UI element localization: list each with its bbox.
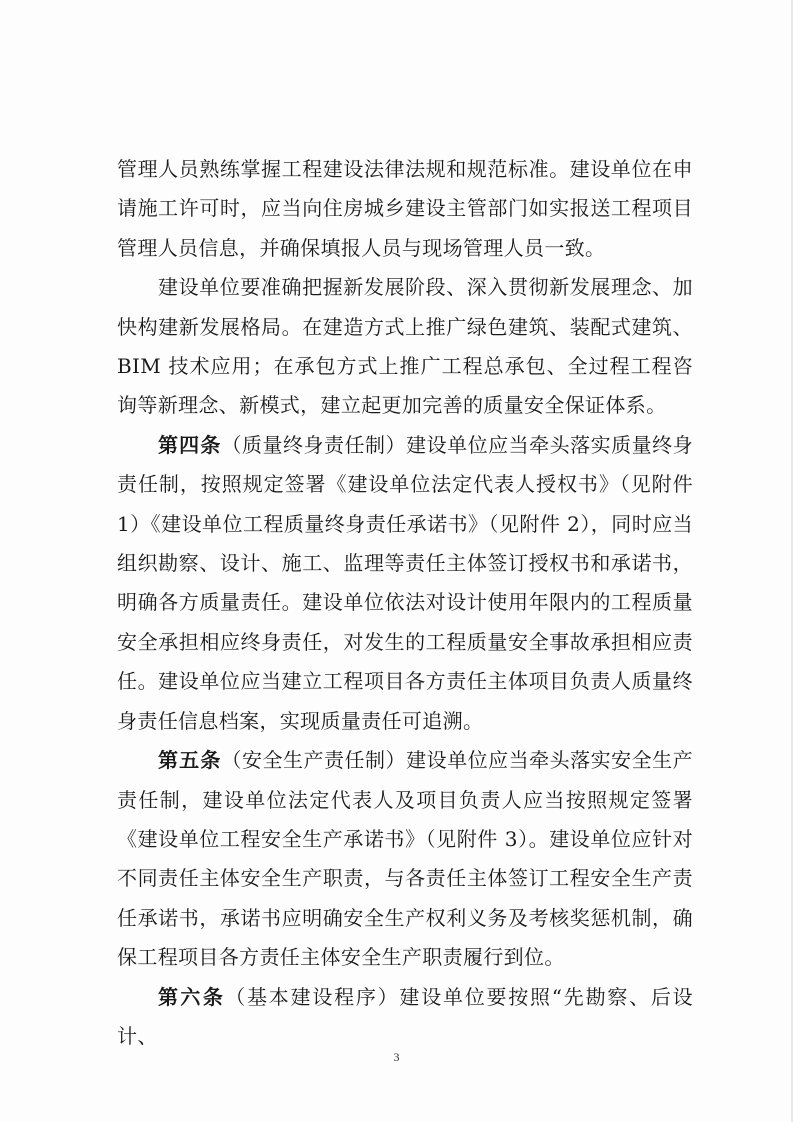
paragraph-construction-methods (117, 268, 693, 426)
article-6 (117, 978, 693, 1057)
page-number: 3 (393, 1050, 400, 1064)
article-5 (117, 741, 693, 977)
article-number: 第四条 (158, 432, 222, 457)
paragraph-text: 管理人员熟练掌握工程建设法律法规和规范标准。建设单位在申请施工许可时，应当向住房城乡建设主管部门如实报送工程项目管理人员信息，并确保填报人员与现场管理人员一致。 (117, 157, 693, 260)
paragraph-text: 建设单位要准确把握新发展阶段、深入贯彻新发展理念、加快构建新发展格局。在建造方式上推广绿色建筑、装配式建筑、BIM 技术应用；在承包方式上推广工程总承包、全过程工程咨询等新理念、新模式，建立起更加完善的质量安全保证体系。 (117, 275, 693, 418)
article-number: 第五条 (158, 748, 222, 773)
article-title: （质量终身责任制） (221, 432, 407, 457)
article-number: 第六条 (158, 984, 226, 1009)
article-text: 建设单位要按照“先勘察、后设计、 (117, 984, 693, 1048)
article-text: 建设单位应当牵头落实安全生产责任制，建设单位法定代表人及项目负责人应当按照规定签署《建设单位工程安全生产承诺书》（见附件 3）。建设单位应针对不同责任主体安全生产职责，与各责任主体签订工程安全生产责任承诺书，承诺书应明确安全生产权利义务及考核奖惩机制，确保工程项目各方责任主体安全生产职责履行到位。 (117, 748, 694, 970)
article-4 (117, 426, 693, 741)
document-body (117, 150, 693, 1056)
paragraph-continued (117, 150, 693, 268)
article-text: 建设单位应当牵头落实质量终身责任制，按照规定签署《建设单位法定代表人授权书》（见附件 1）《建设单位工程质量终身责任承诺书》（见附件 2），同时应当组织勘察、设计、施工、监理等责任主体签订授权书和承诺书，明确各方质量责任。建设单位依法对设计使用年限内的工程质量安全承担相应终身责任，对发生的工程质量安全事故承担相应责任。建设单位应当建立工程项目各方责任主体项目负责人质量终身责任信息档案，实现质量责任可追溯。 (117, 432, 694, 733)
article-title: （基本建设程序） (225, 984, 400, 1009)
article-title: （安全生产责任制） (221, 748, 407, 773)
